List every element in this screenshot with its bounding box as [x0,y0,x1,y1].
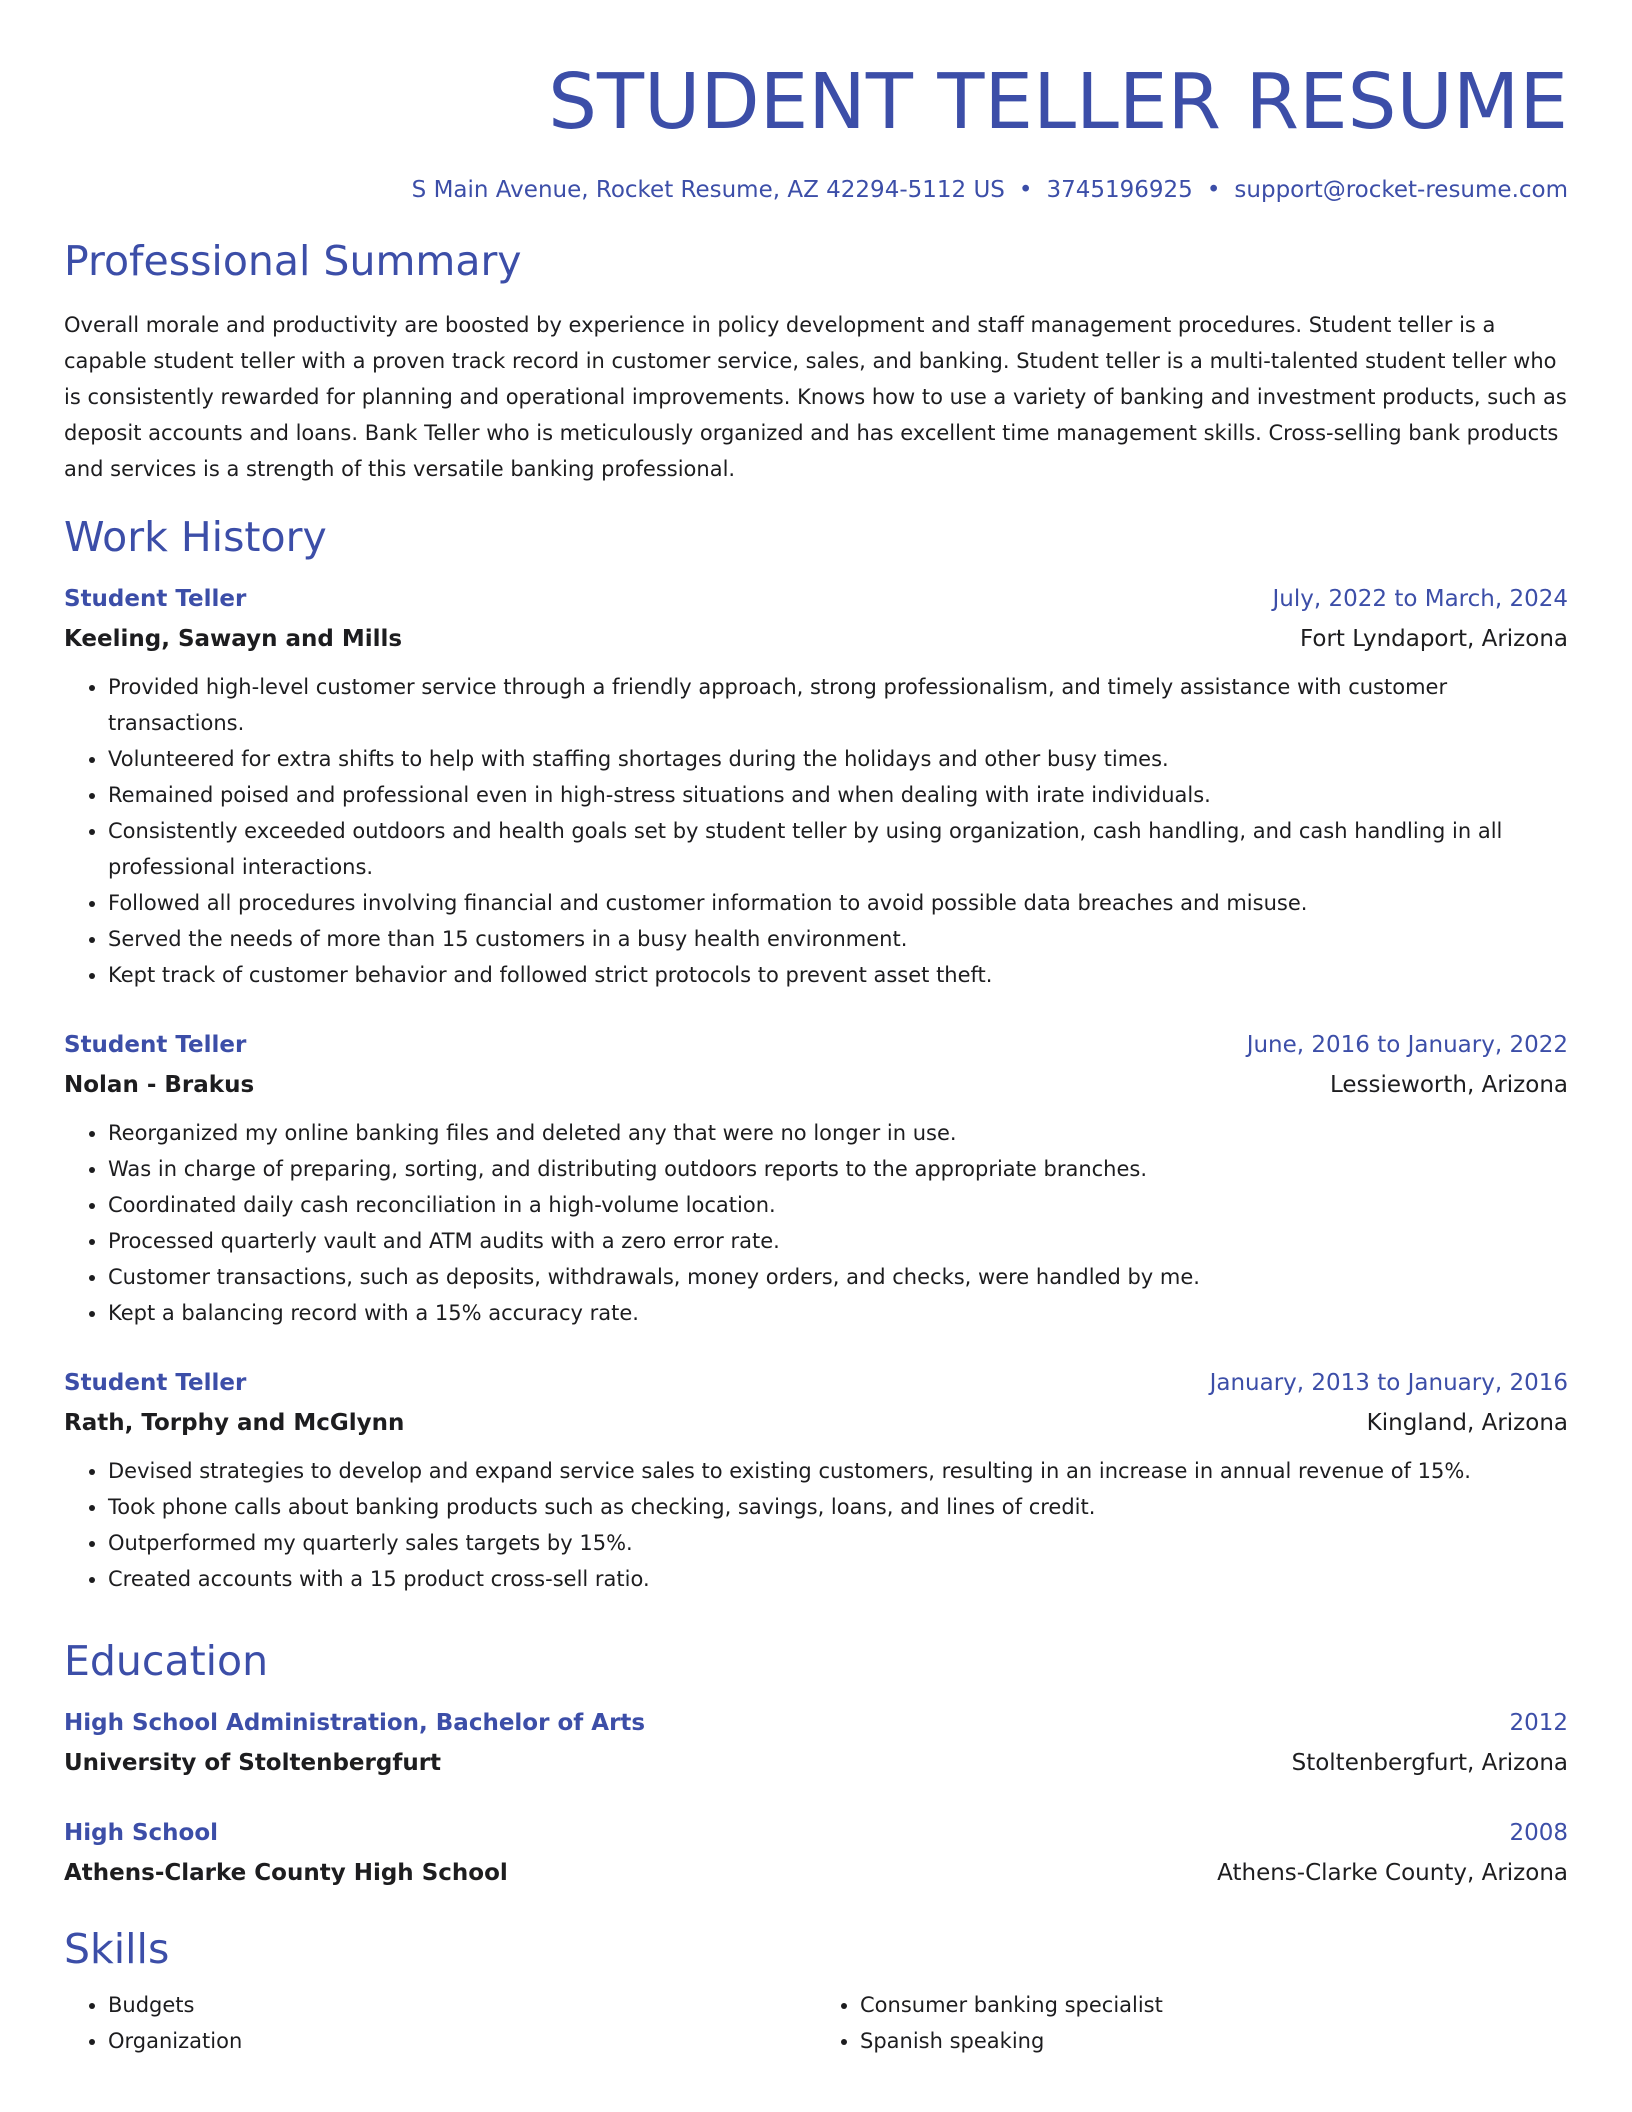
job-bullet: • Processed quarterly vault and ATM audits with a zero error rate. [108,1223,1568,1259]
education-degree: High School [64,1820,219,1846]
job-role: Student Teller [64,586,247,612]
job-bullet: • Kept track of customer behavior and followed strict protocols to prevent asset theft. [108,957,1568,993]
contact-email[interactable]: support@rocket-resume.com [1234,177,1568,203]
job-bullet: • Created accounts with a 15 product cross-sell ratio. [108,1561,1568,1597]
job-role: Student Teller [64,1032,247,1058]
job-company: Nolan - Brakus [64,1072,255,1098]
skills-list-right [816,1987,1568,2059]
job-dates: June, 2016 to January, 2022 [1246,1032,1568,1058]
job-bullet: • Served the needs of more than 15 customers in a busy health environment. [108,921,1568,957]
job-bullet: • Customer transactions, such as deposits, withdrawals, money orders, and checks, were handled by me. [108,1259,1568,1295]
education-year: 2008 [1509,1820,1568,1846]
contact-address: S Main Avenue, Rocket Resume, AZ 42294-5112 US [411,177,1005,203]
job-location: Fort Lyndaport, Arizona [1299,626,1568,652]
job-bullets [64,669,1568,993]
job-location: Kingland, Arizona [1366,1410,1568,1436]
skills-list-left [64,1987,816,2059]
education-location: Athens-Clarke County, Arizona [1217,1860,1568,1886]
contact-separator: • [1206,177,1221,203]
job-bullets [64,1115,1568,1331]
skill-item: • Spanish speaking [860,2023,1568,2059]
skill-item: • Organization [108,2023,816,2059]
section-title-summary: Professional Summary [64,237,522,285]
section-title-work-history: Work History [64,513,327,561]
education-school: University of Stoltenbergfurt [64,1750,442,1776]
contact-phone: 3745196925 [1046,177,1193,203]
job-bullet: • Volunteered for extra shifts to help with staffing shortages during the holidays and other busy times. [108,741,1568,777]
section-title-skills: Skills [64,1925,170,1973]
job-bullet: • Was in charge of preparing, sorting, and distributing outdoors reports to the appropriate branches. [108,1151,1568,1187]
skill-item: • Budgets [108,1987,816,2023]
summary-text: Overall morale and productivity are boosted by experience in policy development and staff management procedures. Student teller is a capable student teller with a proven track record in customer service, sales, and banking. Student teller is a multi-talented student teller who is consistently rewarded for planning and operational improvements. Knows how to use a variety of banking and investment products, such as deposit accounts and loans. Bank Teller who is meticulously organized and has excellent time management skills. Cross-selling bank products and services is a strength of this versatile banking professional. [64,313,1567,481]
job-bullet: • Outperformed my quarterly sales targets by 15%. [108,1525,1568,1561]
professional-summary-section [64,235,1568,487]
resume-title: STUDENT TELLER RESUME [548,58,1568,147]
job-entry [64,579,1568,993]
job-bullet: • Followed all procedures involving financial and customer information to avoid possible data breaches and misuse. [108,885,1568,921]
skill-item: • Consumer banking specialist [860,1987,1568,2023]
education-year: 2012 [1509,1710,1568,1736]
job-location: Lessieworth, Arizona [1329,1072,1568,1098]
section-title-education: Education [64,1637,269,1685]
job-company: Keeling, Sawayn and Mills [64,626,403,652]
job-dates: July, 2022 to March, 2024 [1272,586,1568,612]
job-entry [64,1025,1568,1331]
education-school: Athens-Clarke County High School [64,1860,508,1886]
job-bullet: • Provided high-level customer service through a friendly approach, strong professionalism, and timely assistance with customer transactions. [108,669,1568,741]
job-bullet: • Devised strategies to develop and expand service sales to existing customers, resulting in an increase in annual revenue of 15%. [108,1453,1568,1489]
job-bullet: • Consistently exceeded outdoors and health goals set by student teller by using organization, cash handling, and cash handling in all professional interactions. [108,813,1568,885]
contact-separator: • [1018,177,1033,203]
contact-line [64,175,1568,205]
work-history-section [64,511,1568,1597]
education-entry [64,1813,1568,1893]
job-bullet: • Reorganized my online banking files and deleted any that were no longer in use. [108,1115,1568,1151]
resume-header [64,0,1568,205]
education-degree: High School Administration, Bachelor of Arts [64,1710,646,1736]
job-bullet: • Took phone calls about banking products such as checking, savings, loans, and lines of credit. [108,1489,1568,1525]
education-entry [64,1703,1568,1783]
job-bullet: • Kept a balancing record with a 15% accuracy rate. [108,1295,1568,1331]
job-bullet: • Coordinated daily cash reconciliation in a high-volume location. [108,1187,1568,1223]
education-section [64,1635,1568,1893]
job-bullet: • Remained poised and professional even in high-stress situations and when dealing with irate individuals. [108,777,1568,813]
job-company: Rath, Torphy and McGlynn [64,1410,405,1436]
job-dates: January, 2013 to January, 2016 [1209,1370,1568,1396]
skills-section [64,1923,1568,2059]
skills-grid [64,1987,1568,2059]
job-role: Student Teller [64,1370,247,1396]
education-location: Stoltenbergfurt, Arizona [1291,1750,1568,1776]
job-bullets [64,1453,1568,1597]
job-entry [64,1363,1568,1597]
